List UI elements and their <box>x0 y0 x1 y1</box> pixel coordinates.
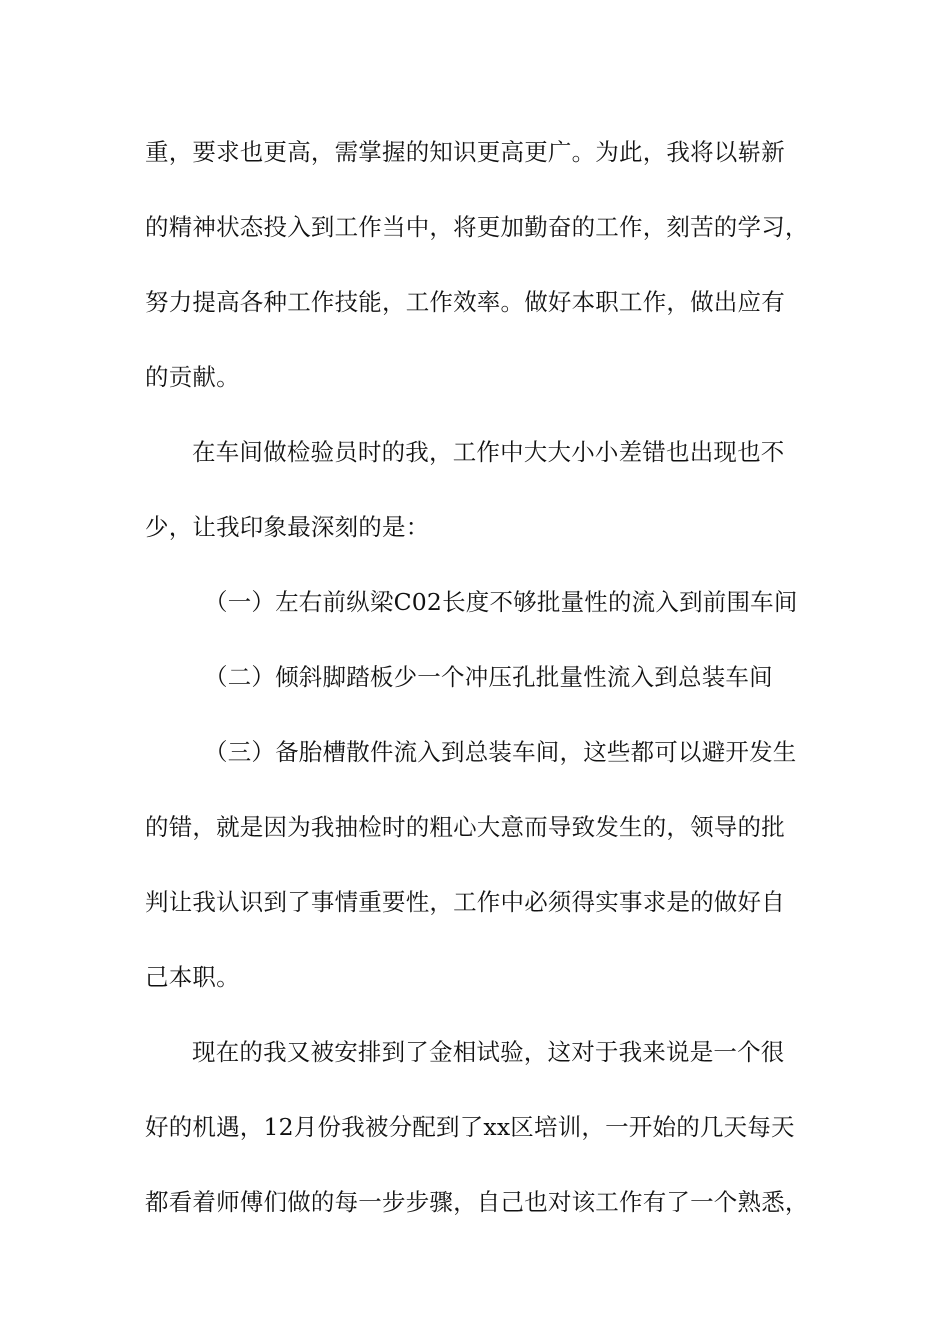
list-item: （二）倾斜脚踏板少一个冲压孔批量性流入到总装车间 <box>204 663 773 691</box>
text-line: 的精神状态投入到工作当中，将更加勤奋的工作，刻苦的学习， <box>145 213 809 241</box>
text-line: 努力提高各种工作技能，工作效率。做好本职工作，做出应有 <box>145 288 785 316</box>
text-line: 判让我认识到了事情重要性，工作中必须得实事求是的做好自 <box>145 888 785 916</box>
text-line: 己本职。 <box>145 963 240 991</box>
paragraph-first-line: 现在的我又被安排到了金相试验，这对于我来说是一个很 <box>192 1038 785 1066</box>
list-item: （三）备胎槽散件流入到总装车间，这些都可以避开发生 <box>204 738 797 766</box>
text-line: 的贡献。 <box>145 363 240 391</box>
paragraph-first-line: 在车间做检验员时的我，工作中大大小小差错也出现也不 <box>192 438 785 466</box>
text-line: 好的机遇，12月份我被分配到了xx区培训，一开始的几天每天 <box>145 1113 795 1141</box>
text-line: 都看着师傅们做的每一步步骤，自己也对该工作有了一个熟悉， <box>145 1188 809 1216</box>
text-line: 重，要求也更高，需掌握的知识更高更广。为此，我将以崭新 <box>145 138 785 166</box>
text-line: 少，让我印象最深刻的是： <box>145 513 430 541</box>
text-line: 的错，就是因为我抽检时的粗心大意而导致发生的，领导的批 <box>145 813 785 841</box>
list-item: （一）左右前纵梁C02长度不够批量性的流入到前围车间 <box>204 588 798 616</box>
